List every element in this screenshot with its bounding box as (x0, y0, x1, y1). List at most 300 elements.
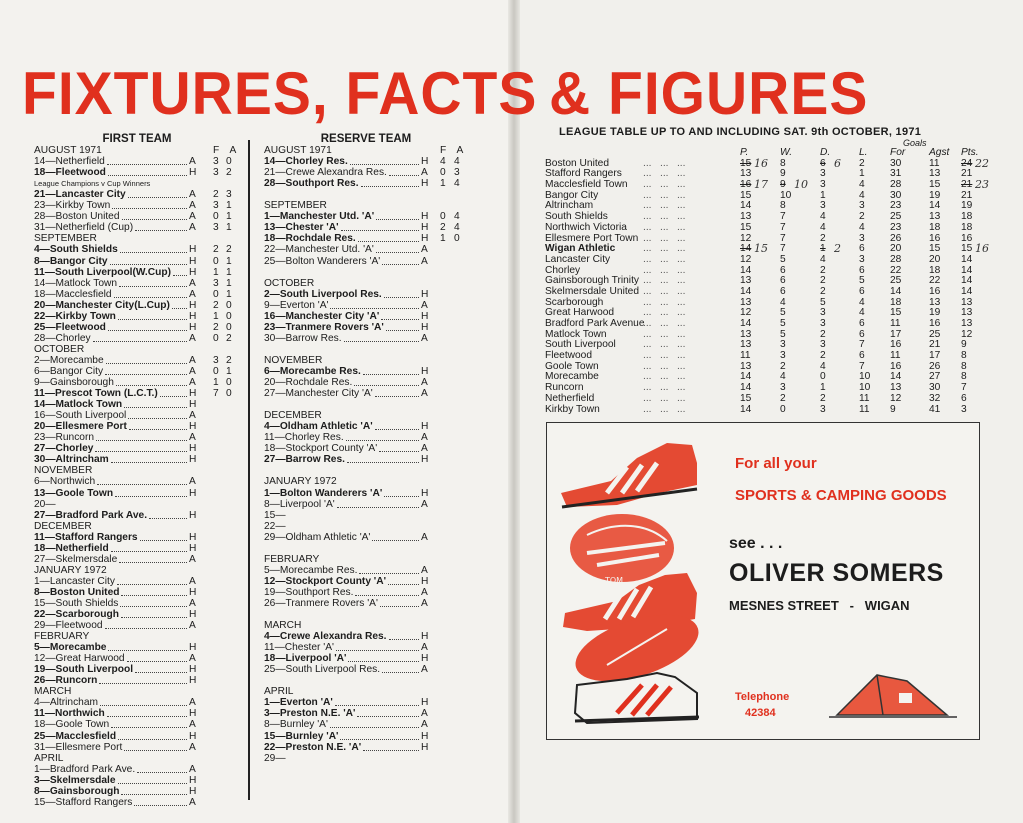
fixture-row (264, 543, 468, 554)
fixture-row (264, 421, 468, 432)
venue: H (189, 708, 197, 720)
fixture-text: League Champions v Cup Winners (34, 179, 151, 189)
fixture-row (34, 410, 240, 421)
fixture-text: 16—South Liverpool (34, 410, 127, 422)
fixture-text: 2—Morecambe (34, 354, 104, 366)
stat-d: 5 (820, 296, 826, 308)
fixture-text: 15—Stafford Rangers (34, 796, 133, 808)
stat-d: 3 (820, 318, 826, 329)
month-heading: NOVEMBER (34, 465, 93, 477)
stat-a: 26 (929, 360, 941, 372)
handwritten-correction: 17 (754, 178, 768, 192)
leader-dots (135, 664, 187, 673)
stat-a: 15 (929, 243, 941, 255)
fixture-row (264, 311, 468, 322)
leader-dots (382, 256, 419, 265)
stat-p: 14 (740, 318, 752, 329)
leader-dots (386, 322, 419, 331)
stat-pts: 7 (961, 382, 967, 394)
venue: H (421, 575, 429, 587)
leader-dots (344, 333, 419, 342)
score-for: 7 (213, 388, 219, 400)
handwritten-correction: 2 (834, 242, 841, 256)
month-heading: SEPTEMBER (34, 233, 97, 245)
header-pts: Pts. (961, 147, 979, 158)
stat-f: 28 (890, 179, 902, 191)
fixture-text: 29—Oldham Athletic 'A' (264, 531, 371, 543)
stat-pts: 14 (961, 275, 973, 287)
score-against: 2 (226, 167, 232, 179)
fixture-text: 2—South Liverpool Res. (264, 288, 382, 300)
venue: A (421, 498, 428, 510)
fixture-text: 1—Manchester Utd. 'A' (264, 211, 375, 223)
fixture-row (34, 421, 240, 432)
fixture-row (34, 156, 240, 167)
stat-pts: 15 (961, 243, 973, 255)
stat-f: 20 (890, 243, 902, 255)
fixture-text: 19—South Liverpool (34, 664, 134, 676)
fixture-text: 22— (264, 520, 286, 532)
fixture-text: 15—South Shields (34, 597, 119, 609)
venue: H (421, 178, 429, 190)
score-for: 2 (213, 189, 219, 201)
fixture-row (264, 554, 468, 565)
fixture-row (34, 708, 240, 719)
ad-shop-name: OLIVER SOMERS (729, 559, 944, 587)
venue: A (421, 299, 428, 311)
fixture-row (264, 443, 468, 454)
fixture-row (264, 675, 468, 686)
fixture-text: 9—Everton 'A' (264, 299, 329, 311)
stat-p: 14 (740, 200, 752, 212)
fixture-row (34, 653, 240, 664)
venue: A (189, 553, 196, 565)
stat-d: 2 (820, 392, 826, 404)
venue: A (189, 288, 196, 300)
venue: A (189, 222, 196, 234)
score-for: 2 (213, 321, 219, 333)
fixture-row (264, 344, 468, 355)
venue: H (189, 509, 197, 521)
row-dots: ... ... ... (643, 200, 686, 212)
venue: H (189, 399, 197, 411)
fixture-row (34, 399, 240, 410)
leader-dots (388, 576, 419, 585)
goals-header: Goals (903, 138, 927, 148)
stat-pts: 18 (961, 211, 973, 223)
venue: A (189, 476, 196, 488)
stat-f: 18 (890, 296, 902, 308)
table-row (545, 350, 967, 362)
venue: A (421, 719, 428, 731)
fixture-row (34, 719, 240, 730)
row-dots: ... ... ... (643, 360, 686, 372)
stat-f: 22 (890, 264, 902, 276)
stat-p: 14 (740, 285, 752, 297)
team-name: South Shields (545, 211, 608, 223)
fixture-row (264, 178, 468, 189)
stat-l: 6 (859, 243, 865, 255)
stat-f: 30 (890, 189, 902, 201)
score-against: 2 (226, 354, 232, 366)
header-w: W. (780, 147, 793, 158)
fixture-row (264, 300, 468, 311)
leader-dots (119, 554, 187, 563)
stat-l: 11 (859, 392, 870, 404)
venue: A (189, 763, 196, 775)
stat-p: 13 (740, 360, 752, 372)
fixture-row (264, 322, 468, 333)
stat-w: 7 (780, 243, 786, 255)
row-dots: ... ... ... (643, 264, 686, 276)
stat-pts: 8 (961, 350, 967, 362)
team-name: Bangor City (545, 189, 599, 201)
score-against: 1 (226, 277, 232, 289)
fixture-row (34, 697, 240, 708)
fixture-text: 8—Gainsborough (34, 785, 120, 797)
stat-pts: 19 (961, 200, 973, 212)
score-for: 1 (440, 178, 446, 190)
fixture-row (264, 222, 468, 233)
fixture-row (34, 753, 240, 764)
venue: A (189, 719, 196, 731)
stat-w: 2 (780, 392, 786, 404)
venue: H (421, 653, 429, 665)
boot-icon (561, 443, 697, 507)
fixture-row (264, 399, 468, 410)
leader-dots (363, 366, 419, 375)
venue: H (421, 454, 429, 466)
leader-dots (127, 653, 187, 662)
team-name: Lancaster City (545, 253, 611, 265)
handwritten-correction: 23 (975, 178, 989, 192)
leader-dots (134, 797, 187, 806)
leader-dots (124, 742, 187, 751)
leader-dots (381, 311, 419, 320)
fixture-text: 29— (264, 752, 286, 764)
fixture-text: 26—Tranmere Rovers 'A' (264, 597, 378, 609)
month-heading: FEBRUARY (34, 631, 90, 643)
fixture-row (34, 267, 240, 278)
fixture-text: 28—Chorley (34, 332, 91, 344)
fixture-row (264, 388, 468, 399)
leader-dots (99, 675, 187, 684)
leader-dots (118, 731, 187, 740)
stat-l: 2 (859, 157, 865, 169)
fixture-text: 23—Tranmere Rovers 'A' (264, 321, 384, 333)
fixture-text: 31—Ellesmere Port (34, 741, 123, 753)
fixture-row (34, 598, 240, 609)
fa-header: F A (213, 145, 241, 157)
stat-pts: 21 (961, 179, 973, 191)
score-for: 0 (440, 211, 446, 223)
fixture-text: 25—Macclesfield (34, 730, 117, 742)
venue: A (421, 708, 428, 720)
leader-dots (93, 333, 187, 342)
venue: H (189, 487, 197, 499)
score-against: 1 (226, 266, 232, 278)
leader-dots (341, 222, 419, 231)
stat-l: 7 (859, 360, 865, 372)
fixture-row (264, 731, 468, 742)
handwritten-correction: 16 (754, 156, 768, 170)
leader-dots (116, 377, 187, 386)
fixture-row (34, 211, 240, 222)
month-heading: AUGUST 1971 (34, 145, 102, 157)
score-for: 3 (213, 222, 219, 234)
stat-a: 11 (929, 157, 940, 169)
stat-a: 41 (929, 403, 941, 415)
fixture-row (264, 631, 468, 642)
fixture-text: 6—Morecambe Res. (264, 365, 361, 377)
stat-d: 3 (820, 339, 826, 351)
stat-a: 13 (929, 211, 941, 223)
stat-a: 30 (929, 382, 941, 394)
stat-l: 3 (859, 232, 865, 244)
fixture-row (34, 775, 240, 786)
venue: A (189, 597, 196, 609)
fixture-row (34, 432, 240, 443)
team-name: Gainsborough Trinity (545, 275, 639, 287)
fixture-row (34, 244, 240, 255)
fixture-row (34, 576, 240, 587)
score-against: 0 (226, 310, 232, 322)
row-dots: ... ... ... (643, 350, 686, 362)
fixture-row (34, 454, 240, 465)
score-against: 0 (226, 377, 232, 389)
stat-w: 9 (780, 168, 786, 180)
leader-dots (117, 576, 187, 585)
leader-dots (363, 742, 419, 751)
stat-p: 12 (740, 307, 752, 319)
venue: H (189, 785, 197, 797)
fixture-row (34, 145, 240, 156)
stat-w: 2 (780, 360, 786, 372)
stat-p: 11 (740, 350, 751, 362)
stat-w: 4 (780, 296, 786, 308)
stat-pts: 13 (961, 296, 973, 308)
stat-a: 18 (929, 221, 941, 233)
fixture-text: 25—Bolton Wanderers 'A' (264, 255, 381, 267)
score-for: 2 (213, 244, 219, 256)
venue: H (421, 156, 429, 168)
stat-p: 13 (740, 168, 752, 180)
stat-pts: 8 (961, 360, 967, 372)
stat-f: 9 (890, 403, 896, 415)
fixture-row (34, 476, 240, 487)
fixture-row (264, 510, 468, 521)
stat-w: 10 (780, 189, 792, 201)
fixture-text: 1—Bolton Wanderers 'A' (264, 487, 383, 499)
fixture-text: 25—Fleetwood (34, 321, 106, 333)
venue: A (189, 575, 196, 587)
score-for: 4 (440, 156, 446, 168)
stat-w: 7 (780, 211, 786, 223)
venue: H (189, 454, 197, 466)
fixture-row (34, 631, 240, 642)
score-against: 1 (226, 200, 232, 212)
venue: A (421, 332, 428, 344)
fixture-row (264, 532, 468, 543)
reserve-team-heading: RESERVE TEAM (320, 133, 412, 145)
row-dots: ... ... ... (643, 253, 686, 265)
stat-l: 6 (859, 264, 865, 276)
stat-pts: 21 (961, 189, 973, 201)
fixture-text: 20—Ellesmere Port (34, 421, 127, 433)
fixture-row (34, 742, 240, 753)
table-row (545, 339, 967, 351)
venue: A (189, 354, 196, 366)
leader-dots (389, 167, 419, 176)
team-name: Runcorn (545, 382, 584, 394)
stat-pts: 13 (961, 307, 973, 319)
stat-d: 2 (820, 328, 826, 340)
month-heading: DECEMBER (264, 410, 322, 422)
table-row (545, 403, 967, 416)
fixture-row (264, 244, 468, 255)
leader-dots (118, 775, 187, 784)
stat-pts: 8 (961, 371, 967, 383)
fixture-row (34, 443, 240, 454)
score-for: 3 (213, 354, 219, 366)
leader-dots (160, 388, 187, 397)
fixture-row (34, 311, 240, 322)
score-for: 0 (213, 255, 219, 267)
fixture-row (34, 565, 240, 576)
venue: H (189, 609, 197, 621)
team-name: Stafford Rangers (545, 168, 622, 180)
venue: A (189, 200, 196, 212)
fixture-row (264, 587, 468, 598)
stat-a: 16 (929, 318, 941, 329)
row-dots: ... ... ... (643, 318, 686, 329)
fixture-text: 27—Skelmersdale (34, 553, 118, 565)
leader-dots (111, 543, 187, 552)
stat-p: 14 (740, 264, 752, 276)
fixture-text: 27—Bradford Park Ave. (34, 509, 148, 521)
stat-pts: 13 (961, 318, 973, 329)
fixture-text: 18—Fleetwood (34, 167, 106, 179)
venue: A (421, 664, 428, 676)
stat-w: 5 (780, 328, 786, 340)
score-against: 1 (226, 211, 232, 223)
fixture-row (34, 355, 240, 366)
stat-l: 4 (859, 189, 865, 201)
venue: H (189, 675, 197, 687)
leader-dots (128, 189, 187, 198)
fixture-text: 4—Crewe Alexandra Res. (264, 631, 387, 643)
stat-d: 0 (820, 371, 826, 383)
team-name: Matlock Town (545, 328, 607, 340)
row-dots: ... ... ... (643, 339, 686, 351)
stat-pts: 24 (961, 157, 973, 169)
stat-d: 3 (820, 179, 826, 191)
stat-p: 13 (740, 296, 752, 308)
stat-w: 5 (780, 318, 786, 329)
fixture-text: 11—Chorley Res. (264, 432, 344, 444)
fixture-row (264, 565, 468, 576)
row-dots: ... ... ... (643, 232, 686, 244)
row-dots: ... ... ... (643, 382, 686, 394)
fixture-row (34, 233, 240, 244)
stat-f: 11 (890, 318, 901, 329)
leader-dots (379, 443, 419, 452)
stat-a: 20 (929, 253, 941, 265)
fixture-row (264, 476, 468, 487)
row-dots: ... ... ... (643, 371, 686, 383)
fixture-row (34, 642, 240, 653)
venue: H (421, 233, 429, 245)
leader-dots (382, 664, 419, 673)
fixture-row (34, 178, 240, 189)
ad-line1: For all your (735, 455, 817, 472)
leader-dots (149, 510, 187, 519)
stat-p: 13 (740, 339, 752, 351)
fixture-row (34, 521, 240, 532)
score-for: 3 (213, 167, 219, 179)
stat-a: 13 (929, 168, 941, 180)
stat-p: 15 (740, 189, 752, 201)
leader-dots (347, 454, 419, 463)
table-row (545, 392, 967, 405)
venue: H (189, 299, 197, 311)
fixture-text: 4—South Shields (34, 244, 118, 256)
stat-d: 3 (820, 200, 826, 212)
leader-dots (358, 233, 419, 242)
fixture-row (264, 366, 468, 377)
leader-dots (114, 289, 187, 298)
stat-f: 31 (890, 168, 902, 180)
stat-pts: 14 (961, 264, 973, 276)
fixture-row (264, 167, 468, 178)
leader-dots (135, 222, 187, 231)
fixture-text: 9—Gainsborough (34, 377, 114, 389)
row-dots: ... ... ... (643, 307, 686, 319)
fixture-text: 14—Matlock Town (34, 399, 123, 411)
fixture-text: 4—Oldham Athletic 'A' (264, 421, 373, 433)
stat-f: 25 (890, 211, 902, 223)
fixture-text: 28—Boston United (34, 211, 120, 223)
venue: A (189, 620, 196, 632)
fixture-text: 1—Lancaster City (34, 575, 115, 587)
fixture-text: 8—Bangor City (34, 255, 108, 267)
football-icon (570, 514, 674, 585)
fixture-row (264, 598, 468, 609)
fixture-text: 22—Manchester Utd. 'A' (264, 244, 374, 256)
stat-d: 2 (820, 264, 826, 276)
stat-w: 6 (780, 275, 786, 287)
stat-l: 6 (859, 350, 865, 362)
trainer-icon (575, 673, 699, 723)
month-heading: JANUARY 1972 (34, 564, 107, 576)
fixture-row (34, 587, 240, 598)
stat-w: 3 (780, 382, 786, 394)
leader-dots (112, 200, 187, 209)
fixture-row (264, 432, 468, 443)
venue: H (189, 421, 197, 433)
leader-dots (346, 432, 419, 441)
fixture-row (264, 233, 468, 244)
score-against: 4 (454, 156, 460, 168)
fixture-row (34, 664, 240, 675)
leader-dots (384, 488, 419, 497)
fixture-text: 11—South Liverpool(W.Cup) (34, 266, 171, 278)
row-dots: ... ... ... (643, 243, 686, 255)
header-l: L. (859, 147, 868, 158)
month-heading: MARCH (34, 686, 72, 698)
fixture-text: 23—Kirkby Town (34, 200, 111, 212)
month-heading: AUGUST 1971 (264, 145, 332, 157)
